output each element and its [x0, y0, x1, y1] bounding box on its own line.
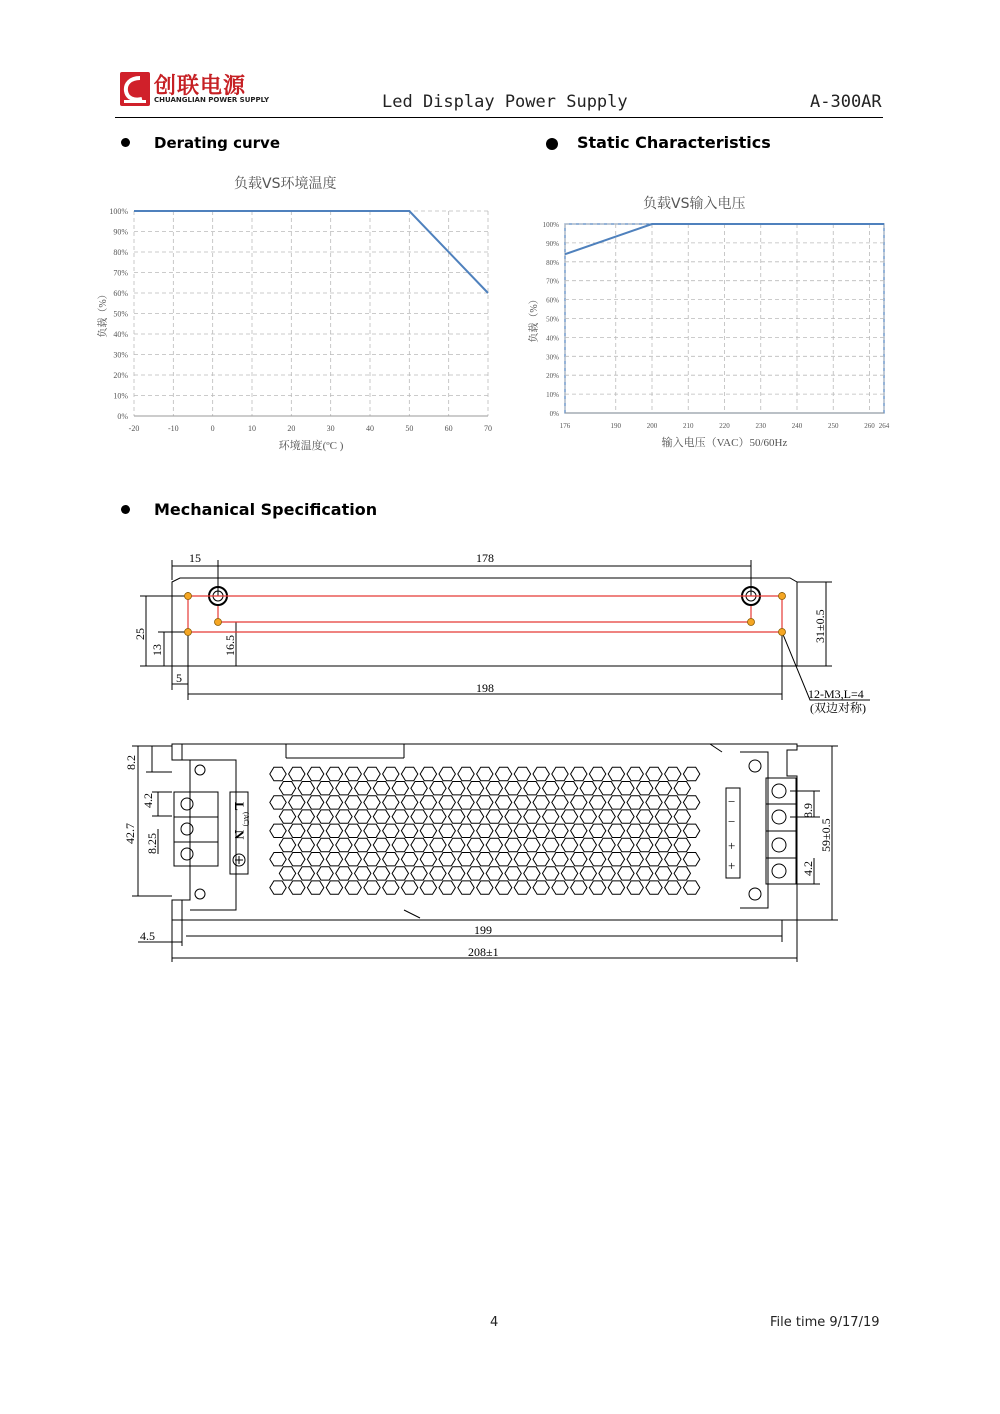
vent-hexagon	[289, 853, 305, 866]
vent-hexagon	[571, 881, 587, 894]
x-tick-label: -10	[167, 424, 179, 433]
vent-hexagon	[289, 796, 305, 809]
vent-hexagon	[298, 867, 314, 880]
vent-hexagon	[580, 867, 596, 880]
vent-hexagon	[289, 881, 305, 894]
vent-hexagon	[383, 853, 399, 866]
mechanical-heading: Mechanical Specification	[154, 500, 378, 519]
vent-hexagon	[458, 881, 474, 894]
dim-178: 178	[476, 551, 494, 565]
vent-hexagon	[627, 881, 643, 894]
vent-hexagon	[355, 838, 371, 851]
vent-hexagon	[665, 881, 681, 894]
vent-hexagon	[477, 796, 493, 809]
x-tick-label: 250	[828, 422, 839, 430]
dim-13: 13	[150, 644, 164, 656]
vent-hexagon	[655, 867, 671, 880]
vent-hexagon	[674, 782, 690, 795]
vent-hexagon	[336, 867, 352, 880]
vent-hexagon	[373, 867, 389, 880]
vent-hexagon	[533, 824, 549, 837]
x-tick-label: 70	[484, 424, 492, 433]
y-tick-label: 90%	[113, 227, 128, 237]
vent-hexagon	[646, 796, 662, 809]
vent-hexagon	[514, 824, 530, 837]
vent-hexagon	[401, 767, 417, 780]
vent-hexagon	[392, 867, 408, 880]
vent-hexagon	[486, 782, 502, 795]
vent-hexagon	[345, 796, 361, 809]
vent-hexagon	[543, 838, 559, 851]
vent-hexagon	[307, 824, 323, 837]
vent-hexagon	[383, 881, 399, 894]
vent-hexagon	[477, 767, 493, 780]
vent-hexagon	[317, 838, 333, 851]
vent-hexagon	[608, 881, 624, 894]
vent-hexagon	[665, 853, 681, 866]
vent-hexagon	[449, 782, 465, 795]
vent-hexagon	[270, 767, 286, 780]
vent-hexagon	[383, 796, 399, 809]
vent-hexagon	[345, 881, 361, 894]
y-tick-label: 60%	[546, 296, 559, 305]
vent-hexagon	[533, 767, 549, 780]
vent-hexagon	[420, 881, 436, 894]
vent-hexagon	[655, 782, 671, 795]
vent-hexagon	[543, 810, 559, 823]
dim-199: 199	[474, 923, 492, 937]
vent-hexagon	[420, 824, 436, 837]
dim-4-2-left: 4.2	[141, 793, 155, 808]
vent-hexagon	[618, 782, 634, 795]
dc-label-2: −	[728, 814, 736, 829]
dc-label-1: −	[728, 794, 736, 809]
vent-hexagon	[477, 881, 493, 894]
x-tick-label: 0	[210, 424, 215, 433]
vent-hexagon	[326, 796, 342, 809]
y-axis-label: 负载（%）	[529, 294, 540, 343]
vent-hexagon	[495, 853, 511, 866]
vent-hexagon	[486, 867, 502, 880]
vent-hexagon	[355, 867, 371, 880]
vent-hexagon	[477, 853, 493, 866]
vent-hexagon	[345, 767, 361, 780]
derating-chart-title: 负载VS环境温度	[234, 176, 337, 192]
vent-hexagon	[552, 767, 568, 780]
vent-hexagon	[655, 838, 671, 851]
x-tick-label: 30	[326, 424, 335, 433]
vent-hexagon	[665, 824, 681, 837]
derating-heading: Derating curve	[154, 134, 281, 152]
vent-hexagon	[514, 881, 530, 894]
x-tick-label: 10	[248, 424, 256, 433]
static-chart-title: 负载VS输入电压	[643, 196, 746, 212]
vent-hexagon	[618, 838, 634, 851]
vent-hexagon	[420, 853, 436, 866]
screw-note: 12-M3,L=4	[808, 687, 864, 701]
vent-hexagon	[637, 810, 653, 823]
vent-hexagon	[336, 810, 352, 823]
y-tick-label: 70%	[546, 277, 559, 286]
vent-hexagon	[580, 838, 596, 851]
vent-hexagon	[317, 867, 333, 880]
vent-hexagon	[524, 838, 540, 851]
vent-hexagon	[467, 782, 483, 795]
ac-sub-label: (AC)	[242, 812, 250, 827]
vent-hexagon	[373, 838, 389, 851]
page-number: 4	[490, 1315, 499, 1330]
y-tick-label: 60%	[113, 289, 128, 298]
vent-hexagon	[637, 782, 653, 795]
vent-hexagon	[326, 881, 342, 894]
vent-hexagon	[627, 853, 643, 866]
vent-hexagon	[411, 867, 427, 880]
vent-hexagon	[289, 824, 305, 837]
vent-hexagon	[430, 838, 446, 851]
vent-hexagon	[599, 867, 615, 880]
vent-hexagon	[345, 824, 361, 837]
model-number: A-300AR	[810, 92, 882, 112]
y-tick-label: 100%	[542, 221, 559, 229]
bullet	[121, 138, 130, 147]
y-tick-label: 40%	[113, 330, 128, 339]
vent-hexagon	[383, 767, 399, 780]
vent-hexagon	[665, 767, 681, 780]
vent-hexagon	[495, 881, 511, 894]
vent-hexagon	[467, 838, 483, 851]
dim-208: 208±1	[468, 945, 499, 959]
derating-chart	[80, 198, 500, 460]
vent-hexagon	[505, 838, 521, 851]
vent-hexagon	[505, 782, 521, 795]
vent-hexagon	[608, 767, 624, 780]
x-tick-label: -20	[128, 424, 140, 433]
dim-8-25: 8.25	[145, 833, 159, 854]
vent-hexagon	[552, 824, 568, 837]
vent-hexagon	[401, 881, 417, 894]
vent-hexagon	[345, 853, 361, 866]
vent-hexagon	[524, 810, 540, 823]
y-tick-label: 100%	[109, 207, 128, 216]
dim-4-2-right: 4.2	[801, 861, 815, 876]
vent-hexagon	[524, 867, 540, 880]
vent-hexagon	[627, 796, 643, 809]
y-tick-label: 10%	[113, 391, 128, 401]
vent-hexagon	[646, 767, 662, 780]
vent-hexagon	[307, 796, 323, 809]
vent-hexagon	[364, 796, 380, 809]
file-time: File time 9/17/19	[770, 1315, 880, 1330]
vent-hexagon	[392, 810, 408, 823]
logo-english-name: CHUANGLIAN POWER SUPPLY	[154, 96, 270, 104]
vent-hexagon	[326, 767, 342, 780]
vent-hexagon	[373, 810, 389, 823]
vent-hexagon	[589, 767, 605, 780]
x-tick-label: 264	[878, 422, 890, 430]
vent-hexagon	[411, 810, 427, 823]
x-tick-label: 240	[791, 422, 803, 430]
y-tick-label: 0%	[117, 412, 128, 421]
y-tick-label: 80%	[546, 258, 559, 267]
vent-hexagon	[533, 853, 549, 866]
x-tick-label: 190	[610, 422, 621, 430]
x-tick-label: 220	[719, 422, 730, 430]
dim-16-5: 16.5	[223, 635, 237, 656]
vent-hexagon	[355, 810, 371, 823]
vent-hexagon	[458, 853, 474, 866]
vent-hexagon	[505, 810, 521, 823]
vent-hexagon	[439, 796, 455, 809]
vent-hexagon	[646, 824, 662, 837]
vent-hexagon	[420, 767, 436, 780]
vent-hexagon	[449, 810, 465, 823]
dc-label-4: +	[728, 858, 736, 873]
y-tick-label: 50%	[113, 309, 128, 319]
ac-label-n: N	[232, 830, 247, 840]
vent-hexagon	[495, 824, 511, 837]
x-tick-label: 210	[683, 422, 694, 430]
vent-hexagon	[401, 824, 417, 837]
y-tick-label: 30%	[546, 353, 559, 362]
vent-hexagon	[270, 824, 286, 837]
vent-hexagon	[411, 838, 427, 851]
x-tick-label: 260	[864, 422, 875, 430]
vent-hexagon	[307, 767, 323, 780]
vent-hexagon	[543, 782, 559, 795]
vent-hexagon	[683, 796, 699, 809]
static-heading: Static Characteristics	[577, 133, 771, 152]
vent-hexagon	[458, 796, 474, 809]
vent-hexagon	[279, 838, 295, 851]
y-tick-label: 20%	[546, 372, 559, 381]
vent-hexagon	[279, 810, 295, 823]
dim-15: 15	[189, 551, 201, 565]
y-tick-label: 80%	[113, 248, 128, 257]
vent-hexagon	[571, 767, 587, 780]
vent-hexagons	[270, 767, 700, 894]
document-title: Led Display Power Supply	[382, 92, 628, 112]
y-tick-label: 50%	[546, 315, 559, 324]
vent-hexagon	[326, 853, 342, 866]
vent-hexagon	[373, 782, 389, 795]
vent-hexagon	[420, 796, 436, 809]
vent-hexagon	[307, 853, 323, 866]
vent-hexagon	[336, 838, 352, 851]
vent-hexagon	[627, 767, 643, 780]
y-tick-label: 30%	[113, 350, 128, 360]
vent-hexagon	[411, 782, 427, 795]
vent-hexagon	[279, 782, 295, 795]
vent-hexagon	[646, 881, 662, 894]
vent-hexagon	[674, 838, 690, 851]
vent-hexagon	[608, 796, 624, 809]
vent-hexagon	[608, 853, 624, 866]
vent-hexagon	[270, 853, 286, 866]
vent-hexagon	[439, 881, 455, 894]
vent-hexagon	[589, 853, 605, 866]
y-tick-label: 10%	[546, 391, 559, 400]
vent-hexagon	[449, 867, 465, 880]
vent-hexagon	[524, 782, 540, 795]
vent-hexagon	[683, 853, 699, 866]
vent-hexagon	[571, 796, 587, 809]
vent-hexagon	[298, 838, 314, 851]
vent-hexagon	[561, 810, 577, 823]
vent-hexagon	[401, 853, 417, 866]
dim-198: 198	[476, 681, 494, 695]
y-tick-label: 0%	[549, 410, 559, 418]
logo-chinese-name: 创联电源	[154, 74, 247, 99]
dim-5: 5	[176, 671, 182, 685]
dim-59: 59±0.5	[819, 818, 833, 852]
vent-hexagon	[392, 782, 408, 795]
vent-hexagon	[401, 796, 417, 809]
static-chart	[515, 212, 900, 452]
vent-hexagon	[683, 824, 699, 837]
dim-8-9: 8.9	[801, 803, 815, 818]
vent-hexagon	[298, 782, 314, 795]
vent-hexagon	[317, 810, 333, 823]
x-tick-label: 40	[366, 424, 374, 433]
vent-hexagon	[561, 838, 577, 851]
vent-hexagon	[665, 796, 681, 809]
x-tick-label: 230	[755, 422, 766, 430]
vent-hexagon	[599, 838, 615, 851]
vent-hexagon	[627, 824, 643, 837]
vent-hexagon	[458, 824, 474, 837]
vent-hexagon	[552, 881, 568, 894]
vent-hexagon	[514, 853, 530, 866]
vent-hexagon	[514, 767, 530, 780]
vent-hexagon	[486, 838, 502, 851]
vent-hexagon	[589, 824, 605, 837]
vent-hexagon	[561, 782, 577, 795]
vent-hexagon	[589, 881, 605, 894]
vent-hexagon	[317, 782, 333, 795]
dim-42-7: 42.7	[123, 823, 137, 844]
vent-hexagon	[580, 810, 596, 823]
vent-hexagon	[683, 881, 699, 894]
vent-hexagon	[326, 824, 342, 837]
vent-hexagon	[392, 838, 408, 851]
vent-hexagon	[289, 767, 305, 780]
vent-hexagon	[449, 838, 465, 851]
vent-hexagon	[298, 810, 314, 823]
vent-hexagon	[430, 782, 446, 795]
vent-hexagon	[571, 824, 587, 837]
x-axis-label: 环境温度(ºC )	[278, 440, 344, 452]
y-tick-label: 90%	[546, 239, 559, 248]
vent-hexagon	[599, 810, 615, 823]
vent-hexagon	[674, 867, 690, 880]
logo-badge	[120, 72, 150, 106]
header-rule	[115, 117, 883, 118]
mechanical-drawing	[0, 540, 1000, 980]
vent-hexagon	[486, 810, 502, 823]
y-axis-label: 负载（%）	[98, 289, 109, 338]
vent-hexagon	[552, 796, 568, 809]
bullet	[121, 505, 130, 514]
vent-hexagon	[674, 810, 690, 823]
vent-hexagon	[543, 867, 559, 880]
vent-hexagon	[637, 867, 653, 880]
vent-hexagon	[580, 782, 596, 795]
vent-hexagon	[364, 853, 380, 866]
vent-hexagon	[533, 881, 549, 894]
vent-hexagon	[279, 867, 295, 880]
vent-hexagon	[307, 881, 323, 894]
y-tick-label: 70%	[113, 268, 128, 278]
x-tick-label: 60	[444, 424, 453, 433]
vent-hexagon	[495, 796, 511, 809]
vent-hexagon	[495, 767, 511, 780]
screw-note-2: (双边对称)	[810, 701, 866, 715]
vent-hexagon	[514, 796, 530, 809]
vent-hexagon	[505, 867, 521, 880]
vent-hexagon	[439, 824, 455, 837]
y-tick-label: 20%	[113, 371, 128, 380]
vent-hexagon	[655, 810, 671, 823]
vent-hexagon	[364, 767, 380, 780]
vent-hexagon	[430, 810, 446, 823]
vent-hexagon	[683, 767, 699, 780]
vent-hexagon	[533, 796, 549, 809]
dim-4-5: 4.5	[140, 929, 155, 943]
vent-hexagon	[270, 796, 286, 809]
vent-hexagon	[646, 853, 662, 866]
vent-hexagon	[364, 824, 380, 837]
x-tick-label: 200	[646, 422, 658, 430]
bullet	[546, 138, 558, 150]
company-logo	[120, 72, 270, 108]
vent-hexagon	[355, 782, 371, 795]
vent-hexagon	[270, 881, 286, 894]
y-tick-label: 40%	[546, 334, 559, 343]
vent-hexagon	[637, 838, 653, 851]
x-tick-label: 20	[287, 424, 296, 433]
vent-hexagon	[477, 824, 493, 837]
vent-hexagon	[618, 867, 634, 880]
x-tick-label: 50	[405, 424, 414, 433]
vent-hexagon	[439, 767, 455, 780]
vent-hexagon	[618, 810, 634, 823]
vent-hexagon	[467, 867, 483, 880]
vent-hexagon	[364, 881, 380, 894]
vent-hexagon	[467, 810, 483, 823]
dim-31: 31±0.5	[813, 609, 827, 643]
vent-hexagon	[336, 782, 352, 795]
vent-hexagon	[458, 767, 474, 780]
x-axis-label: 输入电压（VAC）50/60Hz	[661, 437, 788, 449]
dc-label-3: +	[728, 838, 736, 853]
front-view-outline	[172, 744, 797, 920]
vent-hexagon	[571, 853, 587, 866]
vent-hexagon	[608, 824, 624, 837]
vent-hexagon	[552, 853, 568, 866]
vent-hexagon	[439, 853, 455, 866]
dim-25: 25	[133, 628, 147, 640]
dim-8-2: 8.2	[124, 755, 138, 770]
vent-hexagon	[430, 867, 446, 880]
vent-hexagon	[561, 867, 577, 880]
vent-hexagon	[599, 782, 615, 795]
vent-hexagon	[589, 796, 605, 809]
x-tick-label: 176	[559, 422, 571, 430]
vent-hexagon	[383, 824, 399, 837]
ac-label-l: L	[232, 802, 247, 811]
